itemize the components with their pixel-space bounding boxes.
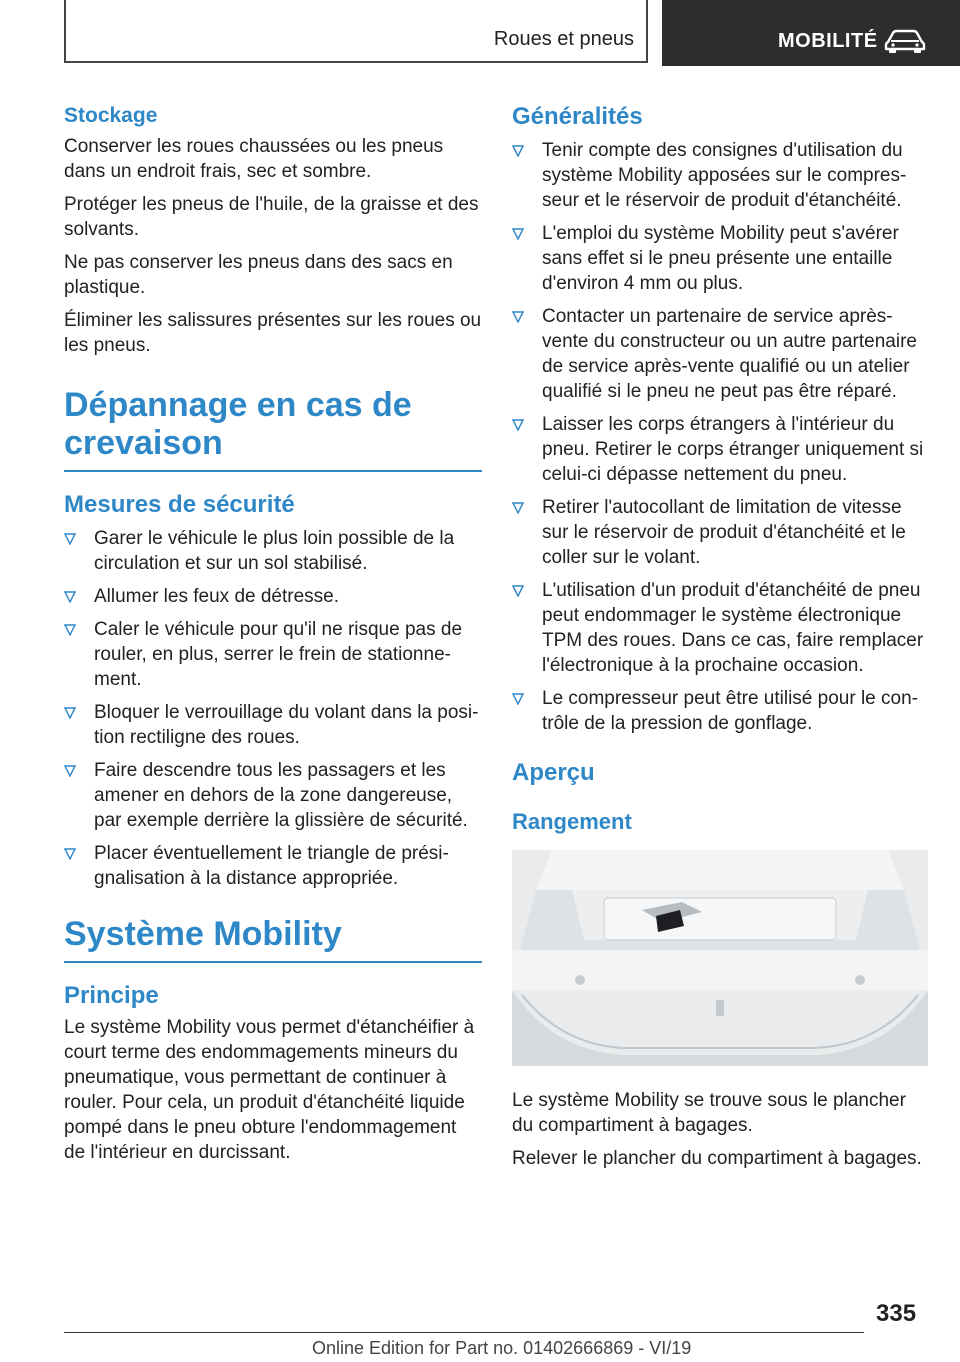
triangle-bullet-icon	[512, 693, 524, 705]
mobility-heading: Système Mobility	[64, 915, 482, 963]
list-item: Allumer les feux de détresse.	[64, 584, 482, 609]
car-icon	[884, 28, 926, 54]
header-chapter-title: MOBILITÉ	[778, 30, 878, 52]
principle-heading: Principe	[64, 982, 159, 1009]
list-item: L'emploi du système Mobility peut s'avérer sans effet si le pneu présente une entaille d'environ 4 mm ou plus.	[512, 221, 928, 296]
list-item: Le compresseur peut être utilisé pour le con-trôle de la pression de gonflage.	[512, 686, 928, 736]
storage-paragraph: Conserver les roues chaussées ou les pneus dans un endroit frais, sec et sombre.	[64, 136, 444, 182]
storage-paragraph: Ne pas conserver les pneus dans des sacs en plastique.	[64, 252, 453, 298]
footer-edition: Online Edition for Part no. 01402666869 - VI/19	[312, 1338, 692, 1358]
list-item: Caler le véhicule pour qu'il ne risque pas de rouler, en plus, serrer le frein de stationne-ment.	[64, 617, 482, 692]
safety-heading: Mesures de sécurité	[64, 491, 295, 518]
caption-paragraph: Le système Mobility se trouve sous le plancher du compartiment à bagages.	[512, 1090, 906, 1136]
triangle-bullet-icon	[64, 624, 76, 636]
triangle-bullet-icon	[512, 585, 524, 597]
storage-paragraph: Éliminer les salissures présentes sur les roues ou les pneus.	[64, 310, 482, 356]
list-item: Bloquer le verrouillage du volant dans la posi-tion rectiligne des roues.	[64, 700, 482, 750]
right-column	[512, 100, 928, 1179]
page-number: 335	[876, 1300, 917, 1327]
trunk-storage-photo	[512, 850, 928, 1066]
left-column	[64, 100, 482, 1173]
principle-text: Le système Mobility vous permet d'étanchéifier à court terme des endommagements mineurs du pneumatique, vous permettant de continuer à rouler. Pour cela, un produit d'étanchéité liquide pompé dans le pneu obture l'endommagement de l'intérieur en durcissant.	[64, 1017, 475, 1163]
triangle-bullet-icon	[512, 502, 524, 514]
triangle-bullet-icon	[512, 311, 524, 323]
storage-paragraph: Protéger les pneus de l'huile, de la graisse et des solvants.	[64, 194, 479, 240]
caption-paragraph: Relever le plancher du compartiment à bagages.	[512, 1148, 922, 1169]
list-item: L'utilisation d'un produit d'étanchéité de pneu peut endommager le système électronique TPM des roues. Dans ce cas, faire remplacer l'électronique à la prochaine occasion.	[512, 578, 928, 678]
list-item: Faire descendre tous les passagers et les amener en dehors de la zone dangereuse, par exemple derrière la glissière de sécurité.	[64, 758, 482, 833]
triangle-bullet-icon	[512, 145, 524, 157]
page-header	[0, 0, 960, 66]
triangle-bullet-icon	[512, 228, 524, 240]
triangle-bullet-icon	[512, 419, 524, 431]
storage-heading: Stockage	[64, 104, 158, 127]
breakdown-heading: Dépannage en cas de crevaison	[64, 386, 482, 472]
triangle-bullet-icon	[64, 765, 76, 777]
list-item: Laisser les corps étrangers à l'intérieur du pneu. Retirer le corps étranger uniquement si celui-ci dépasse nettement du pneu.	[512, 412, 928, 487]
general-heading: Généralités	[512, 103, 643, 130]
triangle-bullet-icon	[64, 533, 76, 545]
list-item: Tenir compte des consignes d'utilisation du système Mobility apposées sur le compres-seur et le réservoir de produit d'étanchéité.	[512, 138, 928, 213]
overview-heading: Aperçu	[512, 759, 595, 786]
list-item: Garer le véhicule le plus loin possible de la circulation et sur un sol stabilisé.	[64, 526, 482, 576]
list-item: Placer éventuellement le triangle de prési-gnalisation à la distance appropriée.	[64, 841, 482, 891]
general-list	[512, 138, 928, 736]
triangle-bullet-icon	[64, 591, 76, 603]
storage2-heading: Rangement	[512, 809, 632, 834]
triangle-bullet-icon	[64, 707, 76, 719]
safety-list	[64, 526, 482, 891]
triangle-bullet-icon	[64, 848, 76, 860]
footer-divider	[64, 1332, 864, 1333]
list-item: Contacter un partenaire de service après-vente du constructeur ou un autre partenaire de service après-vente qualifié ou un atelier qualifié si le pneu ne peut pas être réparé.	[512, 304, 928, 404]
list-item: Retirer l'autocollant de limitation de vitesse sur le réservoir de produit d'étanchéité et le coller sur le volant.	[512, 495, 928, 570]
header-section-title: Roues et pneus	[493, 28, 634, 50]
